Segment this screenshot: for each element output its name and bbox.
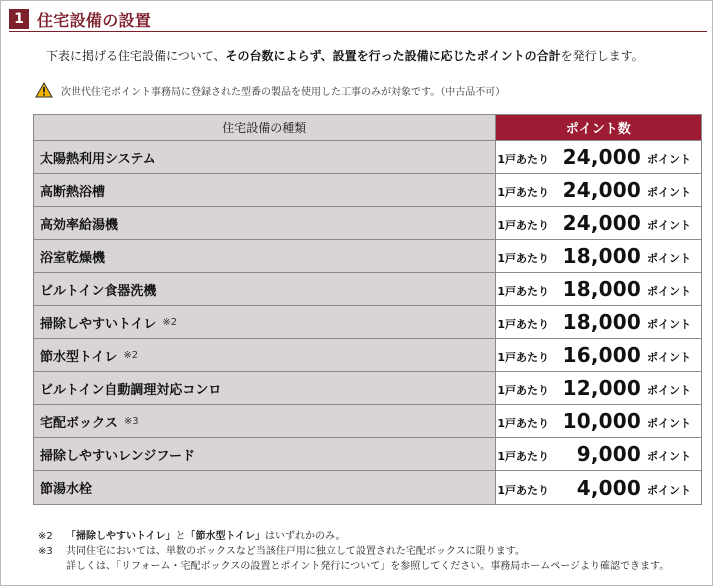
points-value: 18,000 (562, 277, 641, 301)
equipment-name-cell (34, 372, 496, 404)
column-header-points: ポイント数 (496, 115, 701, 140)
equipment-name: 高断熱浴槽 (40, 184, 106, 200)
footnote-mark: ※2 (38, 531, 53, 542)
footnote-text: 共同住宅においては、単数のボックスなど当該住戸用に独立して設置された宅配ボックスに限ります。 (66, 546, 525, 557)
points-unit: ポイント (647, 384, 691, 397)
note-mark: ※3 (123, 415, 139, 427)
table-row (34, 273, 701, 306)
points-value: 16,000 (562, 343, 641, 367)
points-cell (496, 372, 701, 404)
equipment-name-cell (34, 174, 496, 206)
points-cell (496, 240, 701, 272)
per-unit-label: 1戸あたり (497, 417, 549, 430)
footnote-text (66, 529, 346, 544)
per-unit-label: 1戸あたり (497, 153, 549, 166)
footnotes (38, 529, 706, 574)
intro-part2: を発行します。 (560, 49, 644, 63)
intro-part1: 下表に掲げる住宅設備について、 (46, 49, 226, 63)
footnote-3-continuation: 詳しくは、「リフォーム・宅配ボックスの設置とポイント発行について」を参照してください。事務局ホームページより確認できます。 (66, 561, 670, 572)
points-value: 9,000 (576, 442, 641, 466)
per-unit-label: 1戸あたり (497, 219, 549, 232)
footnote-quote-1: 「掃除しやすいトイレ」 (66, 531, 176, 542)
per-unit-label: 1戸あたり (497, 186, 549, 199)
points-value: 24,000 (562, 211, 641, 235)
points-unit: ポイント (647, 252, 691, 265)
points-cell (496, 339, 701, 371)
note-mark: ※2 (123, 349, 139, 361)
table-row (34, 240, 701, 273)
points-unit: ポイント (647, 285, 691, 298)
equipment-name-cell (34, 339, 496, 371)
points-unit: ポイント (647, 153, 691, 166)
intro-text (46, 47, 706, 64)
footnote-2 (38, 529, 706, 544)
per-unit-label: 1戸あたり (497, 318, 549, 331)
points-value: 18,000 (562, 244, 641, 268)
points-unit: ポイント (647, 483, 691, 497)
footnote-3 (38, 544, 706, 559)
note-mark: ※2 (162, 316, 178, 328)
points-cell (496, 174, 701, 206)
per-unit-label: 1戸あたり (497, 351, 549, 364)
per-unit-label: 1戸あたり (497, 483, 549, 497)
equipment-name-cell (34, 471, 496, 504)
equipment-name: 宅配ボックス (40, 415, 118, 431)
points-cell (496, 207, 701, 239)
table-row (34, 306, 701, 339)
points-cell (496, 405, 701, 437)
table-row (34, 405, 701, 438)
equipment-name: 節水型トイレ (40, 349, 118, 365)
equipment-name: ビルトイン自動調理対応コンロ (40, 382, 222, 398)
warning-note (35, 82, 695, 98)
equipment-name: 太陽熱利用システム (40, 151, 156, 167)
table-header (34, 115, 701, 141)
equipment-points-table (33, 114, 702, 505)
per-unit-label: 1戸あたり (497, 384, 549, 397)
warning-icon (35, 82, 53, 98)
points-unit: ポイント (647, 351, 691, 364)
column-header-equipment-type: 住宅設備の種類 (34, 115, 496, 140)
points-cell (496, 471, 701, 504)
per-unit-label: 1戸あたり (497, 252, 549, 265)
footnote-quote-2: 「節水型トイレ」 (185, 531, 265, 542)
table-row (34, 471, 701, 504)
points-value: 24,000 (562, 145, 641, 169)
equipment-name-cell (34, 240, 496, 272)
table-row (34, 207, 701, 240)
equipment-name-cell (34, 273, 496, 305)
points-value: 10,000 (562, 409, 641, 433)
table-row (34, 174, 701, 207)
points-value: 18,000 (562, 310, 641, 334)
equipment-name: 浴室乾燥機 (40, 250, 106, 266)
footnote-mid: と (175, 531, 186, 542)
table-row (34, 141, 701, 174)
equipment-name-cell (34, 207, 496, 239)
section-title: 住宅設備の設置 (37, 10, 152, 30)
points-cell (496, 273, 701, 305)
footnote-mark: ※3 (38, 546, 53, 557)
section-number-badge: 1 (9, 9, 29, 29)
section-header (9, 7, 707, 32)
equipment-name: ビルトイン食器洗機 (40, 283, 157, 299)
points-unit: ポイント (647, 450, 691, 463)
table-row (34, 339, 701, 372)
warning-text: 次世代住宅ポイント事務局に登録された型番の製品を使用した工事のみが対象です。（中古品不可） (61, 86, 506, 98)
equipment-name: 節湯水栓 (40, 482, 93, 497)
points-value: 12,000 (562, 376, 641, 400)
points-value: 4,000 (576, 475, 641, 500)
points-unit: ポイント (647, 186, 691, 199)
points-value: 24,000 (562, 178, 641, 202)
per-unit-label: 1戸あたり (497, 285, 549, 298)
equipment-name: 高効率給湯機 (40, 217, 119, 233)
points-unit: ポイント (647, 417, 691, 430)
points-cell (496, 141, 701, 173)
footnote-end: はいずれかのみ。 (265, 531, 346, 542)
points-unit: ポイント (647, 219, 691, 232)
table-row (34, 438, 701, 471)
points-cell (496, 306, 701, 338)
equipment-name: 掃除しやすいトイレ (40, 316, 157, 332)
intro-bold: その台数によらず、設置を行った設備に応じたポイントの合計 (225, 49, 561, 63)
points-cell (496, 438, 701, 470)
per-unit-label: 1戸あたり (497, 450, 549, 463)
equipment-name-cell (34, 306, 496, 338)
equipment-name-cell (34, 141, 496, 173)
table-row (34, 372, 701, 405)
equipment-name: 掃除しやすいレンジフード (40, 448, 195, 464)
equipment-name-cell (34, 438, 496, 470)
equipment-name-cell (34, 405, 496, 437)
points-unit: ポイント (647, 318, 691, 331)
